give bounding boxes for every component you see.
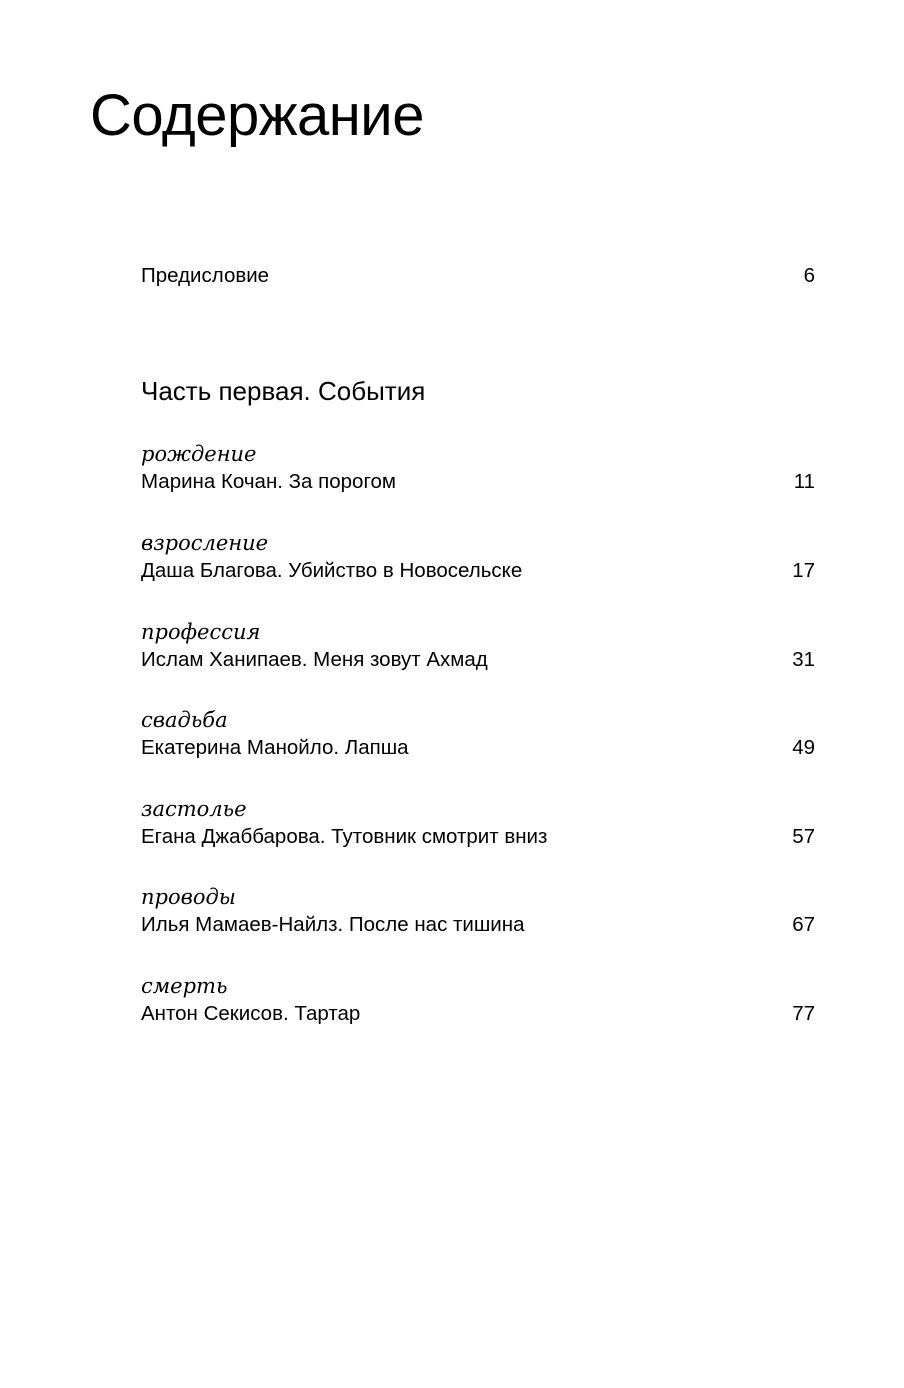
toc-entry-preface[interactable] [141,262,815,290]
toc-entry-title: Егана Джаббарова. Тутовник смотрит вниз [141,825,548,848]
toc-entry[interactable] [141,557,815,585]
toc-page-number: 57 [792,825,815,848]
chapter-theme-tag: рождение [141,442,257,466]
page-title: Содержание [90,83,424,148]
toc-entry-title: Даша Благова. Убийство в Новосельске [141,559,523,582]
part-heading: Часть первая. События [141,376,426,406]
toc-entry[interactable] [141,734,815,762]
chapter-theme-tag: взросление [141,531,269,555]
toc-entry-title: Антон Секисов. Тартар [141,1002,361,1025]
chapter-theme-tag: застолье [141,797,247,821]
toc-entry[interactable] [141,823,815,851]
toc-entry-title: Екатерина Манойло. Лапша [141,736,409,759]
toc-entry[interactable] [141,646,815,674]
toc-page-number: 11 [793,470,815,493]
toc-entry-title: Илья Мамаев-Найлз. После нас тишина [141,913,525,936]
toc-entry[interactable] [141,911,815,939]
toc-page-number: 6 [803,264,815,287]
toc-entry-title: Ислам Ханипаев. Меня зовут Ахмад [141,648,488,671]
toc-page-number: 31 [792,648,815,671]
chapter-theme-tag: свадьба [141,708,228,732]
toc-entry-title: Марина Кочан. За порогом [141,470,396,493]
toc-page-number: 77 [792,1002,815,1025]
toc-page-number: 17 [792,559,815,582]
toc-entry-title: Предисловие [141,264,270,287]
toc-entry[interactable] [141,468,815,496]
toc-entry[interactable] [141,1000,815,1028]
chapter-theme-tag: проводы [141,885,236,909]
toc-page-number: 67 [792,913,815,936]
toc-page-number: 49 [792,736,815,759]
chapter-theme-tag: смерть [141,974,228,998]
chapter-theme-tag: профессия [141,620,261,644]
